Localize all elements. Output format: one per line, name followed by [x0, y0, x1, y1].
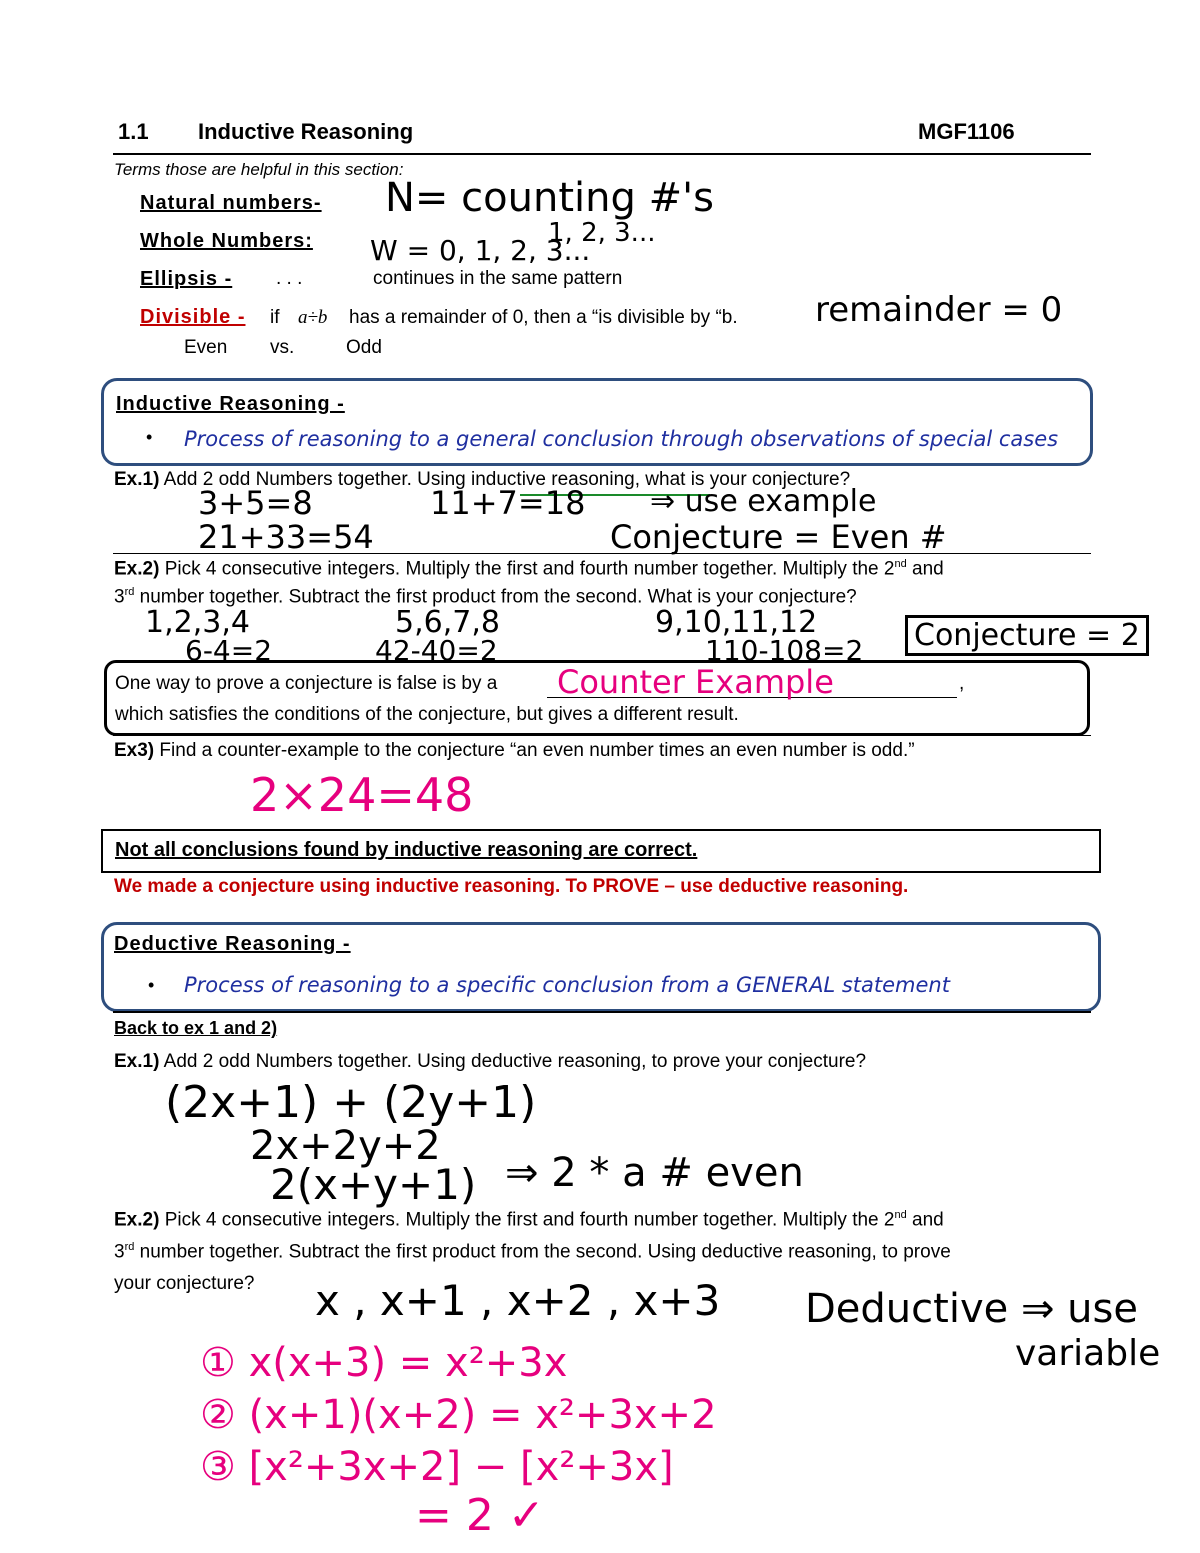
dex2-text-a: Pick 4 consecutive integers. Multiply the first and fourth number together. Multiply the 2 — [164, 1209, 895, 1231]
ex1-work-3: ⇒ use example — [650, 484, 877, 519]
dex2-proof-3: ③ [x²+3x+2] − [x²+3x] — [200, 1444, 674, 1490]
dex2-text-c: 3 — [114, 1241, 125, 1263]
counter-example-box — [104, 660, 1090, 736]
ex3-text: Find a counter-example to the conjecture “an even number times an even number is odd.” — [159, 740, 915, 761]
dex2-work-2: Deductive ⇒ use — [805, 1286, 1138, 1332]
ex2-label: Ex.2) — [114, 558, 160, 580]
deductive-definition-box — [101, 922, 1101, 1012]
divisible-if: if — [270, 307, 280, 328]
dex2-work-3: variable — [1015, 1333, 1161, 1374]
dex1-work-3: 2(x+y+1) — [270, 1160, 477, 1209]
counter-line-2: which satisfies the conditions of the conjecture, but gives a different result. — [115, 704, 739, 725]
ex2-text-c: 3 — [114, 586, 125, 608]
dex2-proof-4: = 2 ✓ — [415, 1490, 545, 1541]
divisible-text: has a remainder of 0, then a “is divisible by “b. — [349, 307, 738, 328]
natural-numbers-label: Natural numbers- — [140, 192, 322, 214]
ex2-work-3a: 9,10,11,12 — [655, 605, 818, 640]
ex1-label: Ex.1) — [114, 469, 160, 490]
divider-3 — [113, 1011, 1091, 1013]
ex2-work-2a: 5,6,7,8 — [395, 605, 500, 640]
ex1-work-2: 11+7=18 — [430, 484, 586, 522]
bullet-icon: • — [146, 427, 153, 447]
page-title: Inductive Reasoning — [198, 119, 414, 144]
dex2-sup-1: nd — [894, 1209, 907, 1221]
ellipsis-label: Ellipsis - — [140, 268, 233, 290]
ellipsis-symbol: . . . — [276, 268, 303, 289]
even-label: Even — [184, 337, 228, 358]
prove-note: We made a conjecture using inductive reasoning. To PROVE – use deductive reasoning. — [114, 876, 909, 897]
inductive-title: Inductive Reasoning - — [116, 393, 345, 415]
divisible-label: Divisible - — [140, 306, 246, 328]
notall-box — [101, 829, 1101, 873]
odd-label: Odd — [346, 337, 382, 358]
ex2-sup-2: rd — [124, 586, 135, 598]
dex2-label: Ex.2) — [114, 1209, 160, 1231]
dex1-work-1: (2x+1) + (2y+1) — [165, 1077, 537, 1128]
dex1-work-4: ⇒ 2 * a # even — [505, 1150, 804, 1196]
dex2-work-1: x , x+1 , x+2 , x+3 — [315, 1276, 721, 1325]
inductive-definition-box — [101, 378, 1093, 466]
ex1-work-5: Conjecture = Even # — [610, 518, 947, 556]
ex2-sup-1: nd — [894, 558, 907, 570]
ex2-text-d: number together. Subtract the first product from the second. What is your conjecture? — [134, 586, 857, 608]
dex1-label: Ex.1) — [114, 1051, 160, 1072]
header-rule — [113, 153, 1091, 155]
dex2-proof-2: ② (x+1)(x+2) = x²+3x+2 — [200, 1392, 717, 1438]
vs-label: vs. — [270, 337, 295, 358]
answer-comma: , — [959, 673, 965, 694]
divider-1 — [113, 553, 1091, 554]
ex2-work-3b: 110-108=2 — [705, 634, 864, 667]
ex2-work-1b: 6-4=2 — [185, 634, 273, 667]
notall-text: Not all conclusions found by inductive reasoning are correct. — [115, 839, 698, 861]
divider-2 — [113, 735, 1091, 736]
inductive-definition: Process of reasoning to a general conclusion through observations of special cases — [184, 427, 1059, 451]
dex2-proof-1: ① x(x+3) = x²+3x — [200, 1340, 568, 1386]
ex3-work: 2×24=48 — [250, 768, 474, 822]
ex2-text-b: and — [906, 558, 944, 580]
ex2-conjecture-box: Conjecture = 2 — [905, 615, 1149, 656]
dex2-sup-2: rd — [124, 1241, 135, 1253]
natural-numbers-list: 1, 2, 3... — [548, 218, 656, 248]
dex2-text-e: your conjecture? — [114, 1273, 255, 1294]
ex1-work-1: 3+5=8 — [198, 484, 313, 522]
course-code: MGF1106 — [918, 119, 1015, 144]
deductive-definition: Process of reasoning to a specific conclusion from a GENERAL statement — [184, 973, 950, 997]
whole-numbers-label: Whole Numbers: — [140, 230, 313, 252]
dex1-work-2: 2x+2y+2 — [250, 1123, 441, 1169]
counter-line-1: One way to prove a conjecture is false is by a — [115, 673, 498, 694]
bullet-icon: • — [148, 975, 155, 995]
dex2-text-d: number together. Subtract the first product from the second. Using deductive reasoning, to prove — [134, 1241, 951, 1263]
natural-numbers-note: N= counting #'s — [385, 175, 714, 221]
divisible-note: remainder = 0 — [815, 290, 1063, 330]
counter-answer: Counter Example — [557, 663, 834, 701]
dex2-text-b: and — [906, 1209, 944, 1231]
ellipsis-text: continues in the same pattern — [373, 268, 623, 289]
section-number: 1.1 — [118, 119, 149, 144]
back-to-examples: Back to ex 1 and 2) — [114, 1018, 278, 1038]
terms-intro: Terms those are helpful in this section: — [114, 160, 404, 179]
divisible-expr: a÷b — [298, 307, 328, 328]
ex3-label: Ex3) — [114, 740, 155, 761]
dex1-text: Add 2 odd Numbers together. Using deductive reasoning, to prove your conjecture? — [163, 1051, 867, 1072]
whole-numbers-note: W = 0, 1, 2, 3... — [370, 234, 591, 267]
ex2-work-1a: 1,2,3,4 — [145, 605, 250, 640]
ex2-work-2b: 42-40=2 — [375, 634, 498, 667]
ex1-work-4: 21+33=54 — [198, 518, 374, 556]
deductive-title: Deductive Reasoning - — [114, 933, 351, 955]
ex2-text-a: Pick 4 consecutive integers. Multiply the first and fourth number together. Multiply the 2 — [164, 558, 895, 580]
ex1-text: Add 2 odd Numbers together. Using inductive reasoning, what is your conjecture? — [163, 469, 851, 490]
